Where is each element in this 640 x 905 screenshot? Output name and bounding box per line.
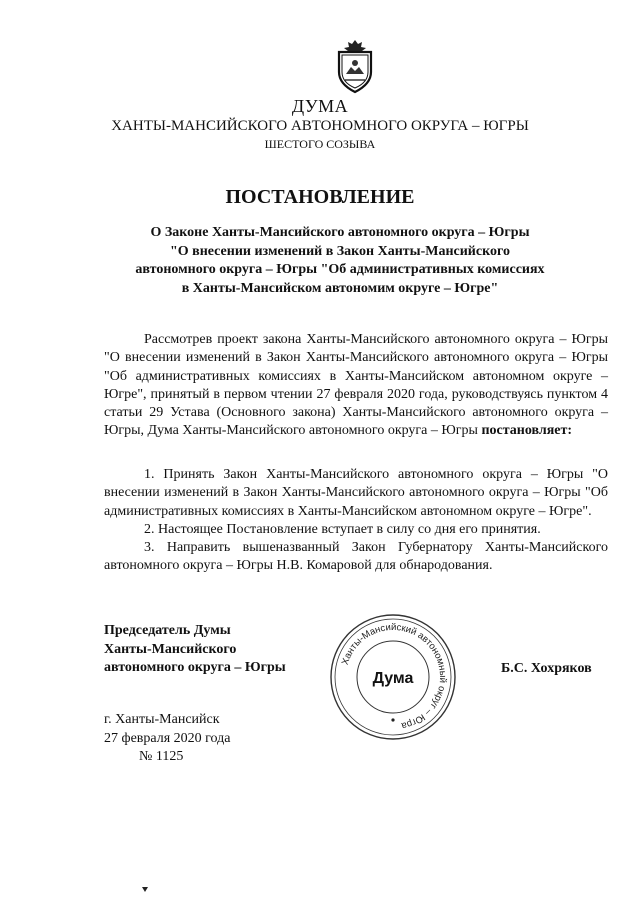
coat-of-arms-icon: [331, 38, 379, 94]
preamble-text: Рассмотрев проект закона Ханты-Мансийского автономного округа – Югры "О внесении изменений в Закон Ханты-Мансийского автономного округа – Югры "Об административных комиссиях в Ханты-Мансийском автономном округе – Югре", принятый в первом чтении 27 февраля 2020 года, руководствуясь пунктом 4 статьи 29 Устава (Основного закона) Ханты-Мансийского автономного округа – Югры, Дума Ханты-Мансийского автономного округа – Югры: [104, 332, 608, 439]
header-region: ХАНТЫ-МАНСИЙСКОГО АВТОНОМНОГО ОКРУГА – ЮГРЫ: [111, 118, 529, 134]
signatory-position: [104, 622, 286, 678]
official-stamp: [328, 612, 458, 742]
footer-date: 27 февраля 2020 года: [104, 730, 231, 746]
footer-number: № 1125: [139, 749, 184, 764]
scan-mark: [142, 887, 148, 892]
preamble: [104, 331, 608, 441]
subject-line: О Законе Ханты-Мансийского автономного округа – Югры: [150, 225, 530, 240]
position-line: автономного округа – Югры: [104, 660, 286, 675]
position-line: Председатель Думы: [104, 623, 231, 638]
subject-line: в Ханты-Мансийском автономим округе – Югре": [181, 280, 499, 296]
resolution-items: [104, 466, 608, 576]
subject-line: "О внесении изменений в Закон Ханты-Мансийского: [170, 243, 510, 259]
document-footer: [104, 711, 231, 767]
preamble-decision: постановляет:: [481, 423, 573, 439]
header-convocation: ШЕСТОГО СОЗЫВА: [264, 137, 376, 151]
position-line: Ханты-Мансийского: [104, 641, 237, 657]
stamp-center-text: Дума: [372, 670, 414, 687]
signatory-name: Б.С. Хохряков: [501, 661, 592, 676]
stamp-ring-text: Ханты-Мансийский автономный округ – Югра: [339, 621, 449, 732]
document-title: ПОСТАНОВЛЕНИЕ: [225, 186, 415, 208]
resolution-item: 1. Принять Закон Ханты-Мансийского автономного округа – Югры "О внесении изменений в Закон Ханты-Мансийского автономного округа – Югры "Об административных комиссиях в Ханты-Мансийском автономном округе – Югре".: [104, 467, 608, 519]
footer-city: г. Ханты-Мансийск: [104, 712, 220, 727]
subject-line: автономного округа – Югры "Об административных комиссиях: [135, 262, 545, 277]
header-duma: ДУМА: [291, 96, 349, 116]
preamble-paragraph: [104, 331, 608, 441]
document-subject: [120, 224, 560, 298]
resolution-item: 2. Настоящее Постановление вступает в силу со дня его принятия.: [144, 521, 541, 537]
resolution-item: 3. Направить вышеназванный Закон Губернатору Ханты-Мансийского автономного округа – Югры Н.В. Комаровой для обнародования.: [104, 540, 608, 574]
